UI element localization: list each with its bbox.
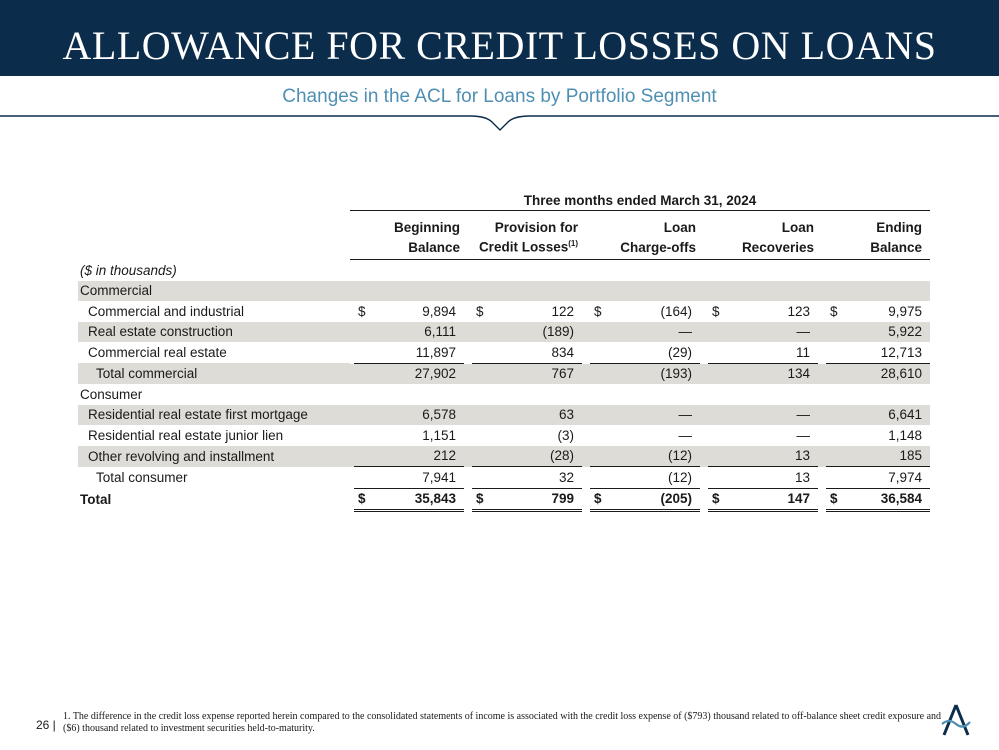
value-wrapper (708, 345, 818, 360)
value-cell (468, 384, 586, 405)
value-cell (350, 467, 468, 489)
subtitle-divider (0, 112, 999, 134)
company-logo-icon (940, 702, 972, 738)
value-cell (468, 342, 586, 363)
value-cell (704, 322, 822, 343)
value-wrapper (472, 407, 582, 422)
currency-symbol: $ (358, 491, 366, 507)
value-cell (704, 446, 822, 467)
blank-cell (586, 260, 704, 281)
value-cell (704, 301, 822, 322)
value-wrapper (472, 428, 582, 443)
units-row (78, 260, 930, 281)
column-header-1-line1: Beginning (394, 220, 460, 235)
value-cell (822, 322, 930, 343)
table-row (78, 425, 930, 446)
value-cell (350, 322, 468, 343)
currency-symbol: $ (712, 303, 720, 319)
cell-value: 12,713 (880, 344, 923, 360)
value-cell (704, 425, 822, 446)
row-label: Commercial real estate (88, 345, 227, 360)
cell-value: 185 (899, 448, 923, 464)
column-header-4-line1: Loan (781, 220, 814, 235)
currency-symbol: $ (594, 491, 602, 507)
currency-symbol: $ (476, 303, 484, 319)
row-label: Consumer (80, 386, 143, 402)
value-wrapper (472, 366, 582, 381)
cell-value: 7,941 (422, 469, 456, 485)
value-cell (704, 488, 822, 511)
cell-value: 27,902 (414, 366, 456, 382)
row-label: Total commercial (78, 363, 346, 384)
table-row (78, 301, 930, 322)
value-cell (586, 384, 704, 405)
value-cell (586, 446, 704, 467)
period-heading: Three months ended March 31, 2024 (350, 190, 930, 211)
cell-value: 7,974 (888, 469, 923, 485)
cell-value: 834 (551, 344, 574, 360)
cell-value: — (678, 427, 692, 443)
row-label: Commercial (78, 281, 346, 302)
value-cell (586, 363, 704, 384)
value-cell (350, 342, 468, 363)
value-wrapper (354, 448, 464, 463)
cell-value: 9,894 (422, 303, 456, 319)
value-cell (704, 405, 822, 426)
table-row (78, 405, 930, 426)
value-cell (586, 425, 704, 446)
cell-value: 6,111 (424, 324, 456, 340)
blank-cell (704, 260, 822, 281)
cell-value: (12) (667, 448, 692, 464)
currency-symbol: $ (830, 491, 838, 507)
value-cell (350, 301, 468, 322)
currency-symbol: $ (712, 491, 720, 507)
cell-value: 122 (551, 303, 574, 319)
cell-value: — (796, 324, 810, 340)
value-wrapper (826, 407, 930, 422)
row-label: Residential real estate first mortgage (78, 405, 346, 426)
column-header-3-line1: Loan (663, 220, 696, 235)
value-cell (822, 405, 930, 426)
acl-table (78, 190, 930, 512)
row-label: Total consumer (96, 469, 188, 485)
value-cell (704, 281, 822, 302)
column-header-2-line1: Provision for (494, 220, 578, 235)
cell-value: (28) (549, 448, 574, 464)
currency-symbol: $ (594, 303, 602, 319)
value-wrapper (826, 324, 930, 339)
currency-symbol: $ (830, 303, 838, 319)
value-wrapper (708, 366, 818, 381)
value-wrapper (590, 448, 700, 463)
value-cell (350, 405, 468, 426)
column-header-row-1 (78, 211, 930, 236)
value-cell (468, 488, 586, 511)
value-cell (822, 425, 930, 446)
row-label: Total (80, 491, 112, 507)
value-cell (822, 363, 930, 384)
value-wrapper (472, 304, 582, 319)
cell-value: 36,584 (880, 491, 923, 507)
column-header-3-line2: Charge-offs (586, 235, 704, 260)
blank-cell (822, 260, 930, 281)
value-wrapper (472, 448, 582, 463)
value-wrapper (590, 304, 700, 319)
value-wrapper (708, 491, 818, 506)
header-spacer (78, 211, 346, 236)
cell-value: (164) (660, 303, 692, 319)
value-wrapper (826, 428, 930, 443)
value-cell (586, 467, 704, 489)
value-wrapper (708, 470, 818, 485)
value-cell (822, 281, 930, 302)
value-cell (468, 322, 586, 343)
table-row (78, 467, 930, 489)
cell-value: 6,578 (422, 407, 456, 423)
value-cell (350, 363, 468, 384)
cell-value: (189) (542, 324, 574, 340)
period-spacer (78, 190, 350, 211)
value-cell (822, 488, 930, 511)
value-wrapper (590, 366, 700, 381)
value-cell (586, 405, 704, 426)
value-cell (822, 342, 930, 363)
row-label: Residential real estate junior lien (88, 427, 284, 443)
value-cell (468, 446, 586, 467)
cell-value: 13 (794, 448, 810, 464)
cell-value: (29) (667, 344, 692, 360)
blank-cell (350, 260, 468, 281)
row-label: Real estate construction (78, 322, 346, 343)
cell-value: 9,975 (888, 303, 923, 319)
cell-value: 11 (795, 344, 810, 360)
value-cell (586, 281, 704, 302)
value-wrapper (708, 407, 818, 422)
footnote-marker: (1) (568, 239, 578, 249)
value-wrapper (354, 345, 464, 360)
value-cell (704, 342, 822, 363)
value-cell (350, 384, 468, 405)
column-header-5-line2: Balance (822, 235, 930, 260)
cell-value: 123 (787, 303, 810, 319)
blank-cell (468, 260, 586, 281)
cell-value: 5,922 (888, 324, 923, 340)
value-wrapper (826, 366, 930, 381)
value-wrapper (590, 491, 700, 506)
value-cell (704, 384, 822, 405)
value-cell (704, 363, 822, 384)
value-wrapper (590, 470, 700, 485)
value-wrapper (590, 345, 700, 360)
value-wrapper (354, 366, 464, 381)
value-wrapper (354, 428, 464, 443)
cell-value: (3) (557, 427, 574, 443)
cell-value: 11,897 (415, 344, 456, 360)
value-cell (586, 301, 704, 322)
cell-value: — (796, 427, 810, 443)
value-wrapper (708, 448, 818, 463)
value-wrapper (472, 491, 582, 506)
page-title: ALLOWANCE FOR CREDIT LOSSES ON LOANS (62, 23, 937, 68)
column-header-5-line1: Ending (876, 220, 923, 235)
cell-value: 799 (551, 491, 574, 507)
acl-table-container (78, 190, 930, 512)
cell-value: 13 (794, 469, 810, 485)
period-row (78, 190, 930, 211)
cell-value: 1,151 (422, 427, 456, 443)
value-cell (468, 467, 586, 489)
column-header-4-line2: Recoveries (704, 235, 822, 260)
page-number: 26 | (36, 718, 56, 732)
table-row (78, 363, 930, 384)
title-banner (0, 0, 999, 76)
value-cell (822, 446, 930, 467)
value-wrapper (708, 428, 818, 443)
units-label: ($ in thousands) (80, 262, 177, 278)
value-cell (350, 425, 468, 446)
value-wrapper (826, 491, 930, 506)
cell-value: — (678, 407, 692, 423)
table-row (78, 281, 930, 302)
table-row (78, 446, 930, 467)
table-row (78, 342, 930, 363)
cell-value: — (678, 324, 692, 340)
table-row (78, 488, 930, 511)
value-wrapper (590, 407, 700, 422)
value-cell (468, 281, 586, 302)
cell-value: 35,843 (414, 491, 456, 507)
cell-value: (193) (660, 366, 692, 382)
value-wrapper (708, 304, 818, 319)
value-wrapper (472, 324, 582, 339)
column-header-2-line2: Credit Losses$^{(1)}$ (468, 235, 586, 260)
cell-value: 1,148 (888, 427, 923, 443)
value-cell (350, 488, 468, 511)
value-wrapper (826, 304, 930, 319)
value-cell (350, 446, 468, 467)
column-header-row-2 (78, 235, 930, 260)
cell-value: 147 (787, 491, 810, 507)
value-cell (468, 425, 586, 446)
header-spacer (78, 235, 346, 260)
row-label: Commercial and industrial (88, 303, 245, 319)
value-wrapper (354, 491, 464, 506)
cell-value: — (796, 407, 810, 423)
value-cell (822, 301, 930, 322)
value-wrapper (354, 304, 464, 319)
value-wrapper (354, 470, 464, 485)
value-cell (704, 467, 822, 489)
value-wrapper (472, 345, 582, 360)
cell-value: 212 (433, 448, 456, 464)
column-header-1-line2: Balance (350, 235, 468, 260)
cell-value: (12) (667, 469, 692, 485)
value-cell (586, 322, 704, 343)
value-wrapper (472, 470, 582, 485)
value-wrapper (826, 345, 930, 360)
value-wrapper (590, 324, 700, 339)
value-cell (350, 281, 468, 302)
value-cell (822, 467, 930, 489)
row-label: Other revolving and installment (78, 446, 346, 467)
cell-value: 63 (558, 407, 574, 423)
value-cell (586, 488, 704, 511)
currency-symbol: $ (476, 491, 484, 507)
cell-value: 28,610 (880, 366, 923, 382)
value-wrapper (708, 324, 818, 339)
value-cell (586, 342, 704, 363)
cell-value: 32 (558, 469, 574, 485)
page-subtitle: Changes in the ACL for Loans by Portfolio Segment (282, 86, 717, 107)
value-wrapper (354, 324, 464, 339)
cell-value: 767 (551, 366, 574, 382)
value-wrapper (590, 428, 700, 443)
cell-value: 6,641 (888, 407, 923, 423)
table-row (78, 322, 930, 343)
value-wrapper (826, 470, 930, 485)
cell-value: (205) (660, 491, 692, 507)
value-wrapper (826, 448, 930, 463)
value-wrapper (354, 407, 464, 422)
value-cell (468, 363, 586, 384)
cell-value: 134 (787, 366, 810, 382)
value-cell (468, 405, 586, 426)
value-cell (468, 301, 586, 322)
table-row (78, 384, 930, 405)
footnote: 1. The difference in the credit loss expense reported herein compared to the consolidated statements of income is associated with the credit loss expense of ($793) thousand related to off-balance sheet credit exposure and ($6) thousand related to investment securities held-to-maturity. (63, 711, 942, 734)
value-cell (822, 384, 930, 405)
currency-symbol: $ (358, 303, 366, 319)
